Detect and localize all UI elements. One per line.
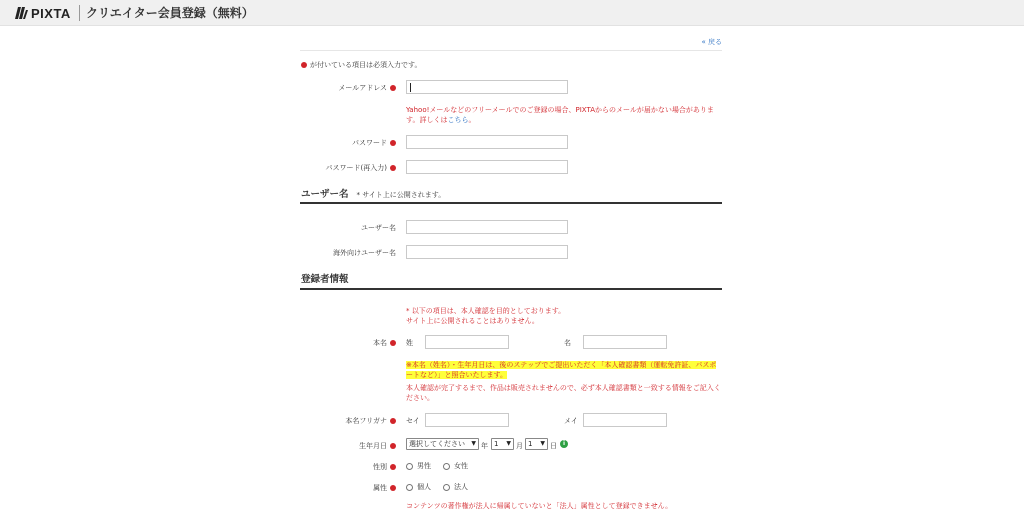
attribute-option-individual[interactable]: 個人 xyxy=(406,482,431,492)
furigana-last-field[interactable] xyxy=(425,413,509,427)
birth-month-suffix: 月 xyxy=(516,442,523,450)
registrant-note: * 以下の項目は、本人確認を目的としております。 サイト上に公開されることはありません。 xyxy=(406,307,566,325)
registrant-section-title: 登録者情報 xyxy=(301,274,349,285)
required-dot-icon xyxy=(390,443,396,449)
email-note: Yahoo!メールなどのフリーメールでのご登録の場合、PIXTAからのメールが届かない場合があります。詳しくはこちら。 xyxy=(406,106,714,124)
furigana-label: 本名フリガナ xyxy=(300,416,396,426)
attribute-note: コンテンツの著作権が法人に帰属していないと「法人」属性として登録できません。 xyxy=(406,502,673,510)
last-name-field[interactable] xyxy=(425,335,509,349)
username-section-subtitle: * サイト上に公開されます。 xyxy=(356,191,446,199)
username-section-title: ユーザー名 * サイト上に公開されます。 xyxy=(301,189,446,200)
page-title: クリエイター会員登録（無料） xyxy=(86,6,254,20)
text-caret xyxy=(410,83,411,92)
birth-day-select[interactable]: 1 ▼ xyxy=(525,438,548,450)
pixta-logo[interactable] xyxy=(14,4,71,22)
furigana-first-field[interactable] xyxy=(583,413,667,427)
gender-label: 性別 xyxy=(300,462,396,472)
attribute-option-corporate[interactable]: 法人 xyxy=(443,482,468,492)
birth-date-label: 生年月日 xyxy=(300,441,396,451)
username-field[interactable] xyxy=(406,220,568,234)
chevron-down-icon: ▼ xyxy=(540,440,545,447)
chevron-down-icon: ▼ xyxy=(471,440,476,447)
email-field[interactable] xyxy=(406,80,568,94)
overseas-username-field[interactable] xyxy=(406,245,568,259)
id-match-note: ※本名（姓名）・生年月日は、後のステップでご提出いただく「本人確認書類（運転免許証、パスポートなど）」と照合いたします。 xyxy=(406,361,717,379)
required-dot-icon xyxy=(390,85,396,91)
required-note: が付いている項目は必須入力です。 xyxy=(301,60,421,70)
username-label: ユーザー名 xyxy=(361,224,396,232)
gender-option-female[interactable]: 女性 xyxy=(443,461,468,471)
radio-icon[interactable] xyxy=(443,463,450,470)
furigana-first-prefix: メイ xyxy=(564,417,578,425)
required-dot-icon xyxy=(390,340,396,346)
password-confirm-label: パスワード(再入力) xyxy=(300,163,396,173)
overseas-username-label: 海外向けユーザー名 xyxy=(333,249,396,257)
logo-text: PIXTA xyxy=(31,5,71,21)
required-dot-icon xyxy=(390,464,396,470)
required-dot-icon xyxy=(390,485,396,491)
required-dot-icon xyxy=(390,418,396,424)
id-verification-note: 本人確認が完了するまで、作品は販売されませんので、必ず本人確認書類と一致する情報をご記入ください。 xyxy=(406,384,721,402)
top-divider xyxy=(300,50,722,51)
password-label: パスワード xyxy=(300,138,396,148)
info-icon[interactable]: i xyxy=(560,440,568,448)
required-dot-icon xyxy=(301,62,307,68)
email-label: メールアドレス xyxy=(300,83,396,93)
section-divider xyxy=(300,288,722,290)
back-link[interactable]: « 戻る xyxy=(701,38,722,46)
pixta-logo-icon xyxy=(14,6,28,20)
gender-radio-group xyxy=(406,461,480,471)
gender-option-male[interactable]: 男性 xyxy=(406,461,431,471)
registration-form xyxy=(300,30,722,508)
header-divider xyxy=(79,5,80,21)
birth-month-select[interactable]: 1 ▼ xyxy=(491,438,514,450)
first-name-prefix: 名 xyxy=(564,339,571,347)
password-field[interactable] xyxy=(406,135,568,149)
password-confirm-field[interactable] xyxy=(406,160,568,174)
required-dot-icon xyxy=(390,165,396,171)
real-name-label: 本名 xyxy=(300,338,396,348)
app-header xyxy=(0,0,1024,26)
furigana-last-prefix: セイ xyxy=(406,417,420,425)
birth-year-suffix: 年 xyxy=(481,442,488,450)
attribute-radio-group xyxy=(406,482,480,492)
required-dot-icon xyxy=(390,140,396,146)
email-note-link[interactable]: こちら xyxy=(447,116,469,124)
chevron-down-icon: ▼ xyxy=(506,440,511,447)
radio-icon[interactable] xyxy=(443,484,450,491)
birth-year-select[interactable]: 選択してください ▼ xyxy=(406,438,479,450)
last-name-prefix: 姓 xyxy=(406,339,413,347)
first-name-field[interactable] xyxy=(583,335,667,349)
radio-icon[interactable] xyxy=(406,463,413,470)
radio-icon[interactable] xyxy=(406,484,413,491)
attribute-label: 属性 xyxy=(300,483,396,493)
section-divider xyxy=(300,202,722,204)
birth-day-suffix: 日 xyxy=(550,442,557,450)
